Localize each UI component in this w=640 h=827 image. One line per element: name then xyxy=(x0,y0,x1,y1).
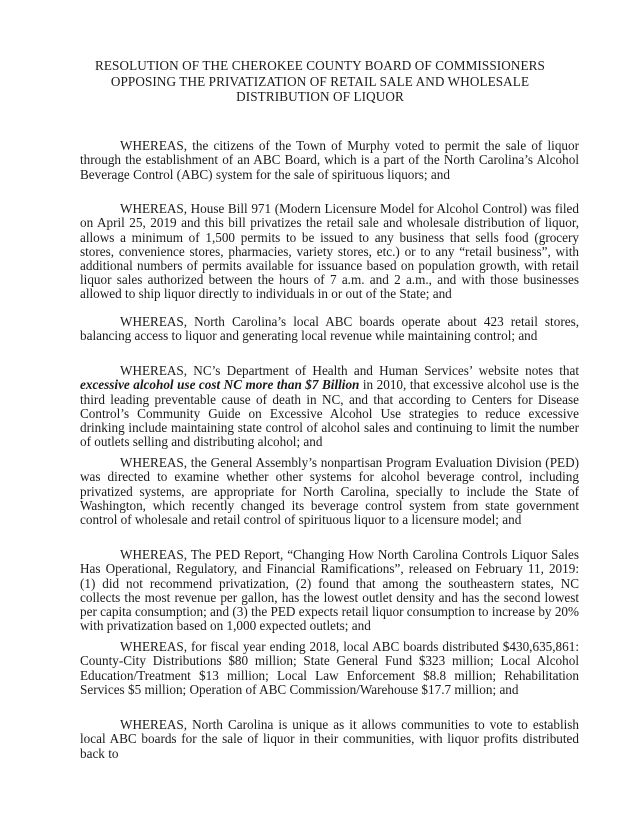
whereas-paragraph-ped-report: WHEREAS, The PED Report, “Changing How North Carolina Controls Liquor Sales Has Operational, Regulatory, and Financial Ramifications”, released on February 11, 2019: (1) did not recommend privatization, (2) found that among the southeastern states, NC collects the most revenue per gallon, has the lowest outlet density and has the second lowest per capita consumption; and (3) the PED expects retail liquor consumption to increase by 20% with privatization based on 1,000 expected outlets; and xyxy=(80,547,579,634)
paragraph-text-before: WHEREAS, NC’s Department of Health and Human Services’ website notes that xyxy=(120,363,579,379)
emphasis-text: excessive alcohol use cost NC more than $7 Billion xyxy=(80,377,360,393)
whereas-paragraph-dhhs xyxy=(80,364,579,449)
title-line-3: DISTRIBUTION OF LIQUOR xyxy=(236,89,404,104)
whereas-paragraph-retail-stores: WHEREAS, North Carolina’s local ABC boards operate about 423 retail stores, balancing access to liquor and generating local revenue while maintaining control; and xyxy=(80,314,579,344)
whereas-paragraph-fiscal-year: WHEREAS, for fiscal year ending 2018, local ABC boards distributed $430,635,861: County-City Distributions $80 million; State General Fund $323 million; Local Alcohol Education/Treatment $13 million; Local Law Enforcement $8.8 million; Rehabilitation Services $5 million; Operation of ABC Commission/Warehouse $17.7 million; and xyxy=(80,639,579,697)
whereas-paragraph-town-of-murphy: WHEREAS, the citizens of the Town of Murphy voted to permit the sale of liquor through the establishment of an ABC Board, which is a part of the North Carolina’s Alcohol Beverage Control (ABC) system for the sale of spirituous liquors; and xyxy=(80,138,579,182)
title-line-2: OPPOSING THE PRIVATIZATION OF RETAIL SALE AND WHOLESALE xyxy=(110,73,530,89)
paragraph-text-after: in 2010, that excessive alcohol use is the third leading preventable cause of death in NC, and that according to Centers for Disease Control’s Community Guide on Excessive Alcohol Use strategies to reduce excessive drinking include maintaining state control of alcohol sales and continuing to limit the number of outlets selling and distributing alcohol; and xyxy=(80,377,579,450)
whereas-paragraph-ped-directed: WHEREAS, the General Assembly’s nonpartisan Program Evaluation Division (PED) was directed to examine whether other systems for alcohol beverage control, including privatized systems, are appropriate for North Carolina, specially to include the State of Washington, which recently changed its beverage control system from state government control of wholesale and retail control of spirituous liquor to a licensure model; and xyxy=(80,455,579,527)
whereas-paragraph-house-bill-971: WHEREAS, House Bill 971 (Modern Licensure Model for Alcohol Control) was filed on April 25, 2019 and this bill privatizes the retail sale and wholesale distribution of liquor, allows a minimum of 1,500 permits to be issued to any business that sells food (grocery stores, convenience stores, pharmacies, variety stores, etc.) or to any “retail business”, with additional numbers of permits available for issuance based on population growth, with retail liquor sales authorized between the hours of 7 a.m. and 2 a.m., and with those businesses allowed to ship liquor directly to individuals in or out of the State; and xyxy=(80,201,579,302)
whereas-paragraph-unique: WHEREAS, North Carolina is unique as it allows communities to vote to establish local ABC boards for the sale of liquor in their communities, with liquor profits distributed back to xyxy=(80,717,579,761)
title-line-1: RESOLUTION OF THE CHEROKEE COUNTY BOARD OF COMMISSIONERS xyxy=(95,58,545,73)
resolution-title xyxy=(80,58,560,105)
